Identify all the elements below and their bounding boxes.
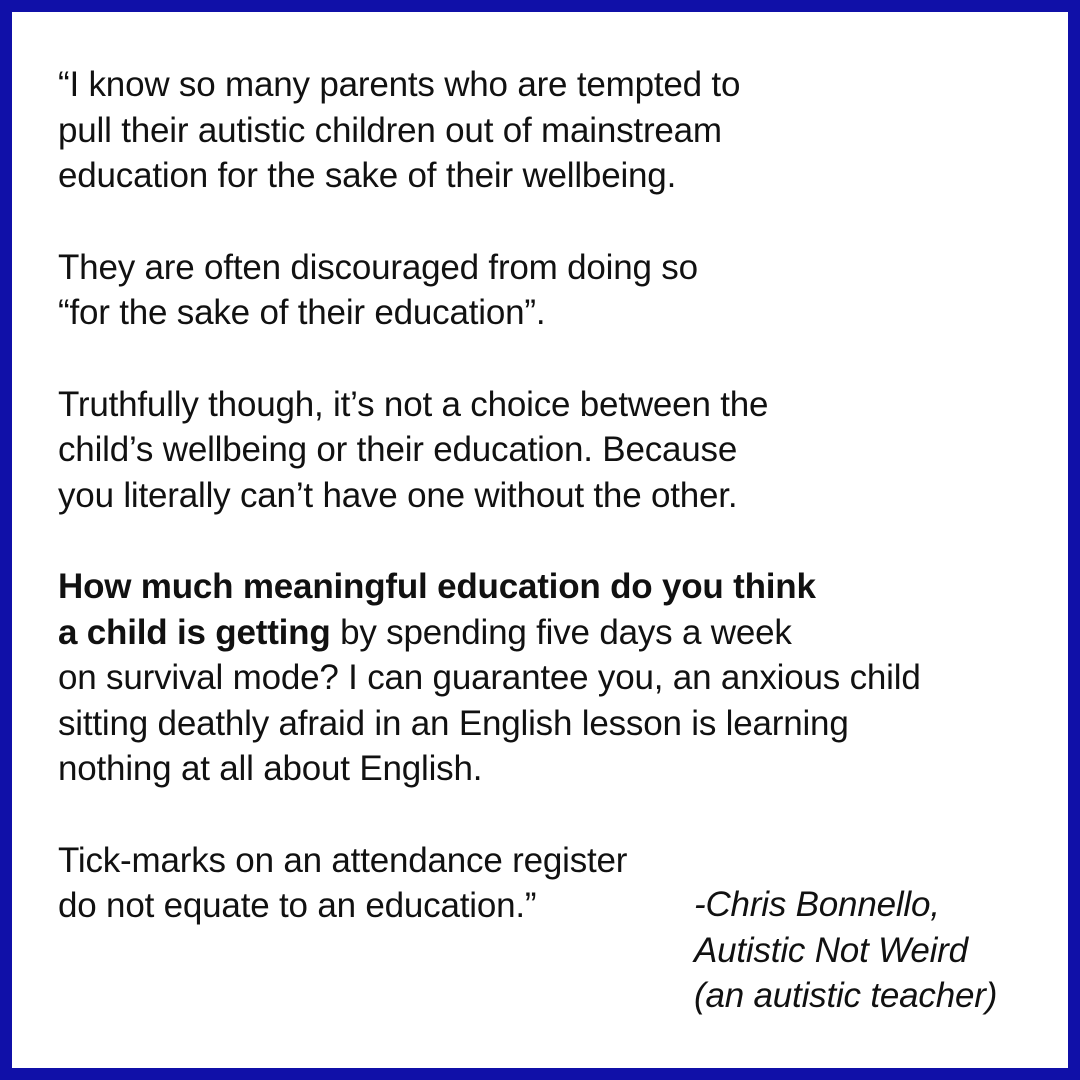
attribution-role: (an autistic teacher) xyxy=(694,976,998,1015)
quote-bold-phrase: a child is getting xyxy=(58,612,331,652)
quote-line: pull their autistic children out of mainstream xyxy=(58,110,722,150)
attribution-source: Autistic Not Weird xyxy=(694,930,968,970)
attribution-name: -Chris Bonnello, xyxy=(694,885,940,924)
quote-line: “for the sake of their education”. xyxy=(58,293,546,332)
quote-body xyxy=(58,62,1038,975)
quote-line: Tick-marks on an attendance register xyxy=(58,840,628,880)
quote-line: “I know so many parents who are tempted to xyxy=(58,65,741,104)
quote-line: you literally can’t have one without the other. xyxy=(58,475,738,515)
quote-line: They are often discouraged from doing so xyxy=(58,247,698,287)
quote-line: child’s wellbeing or their education. Because xyxy=(58,430,738,469)
paragraph-2 xyxy=(58,245,1038,336)
quote-phrase: by spending five days a week xyxy=(330,612,792,652)
quote-line: nothing at all about English. xyxy=(58,749,483,788)
quote-line-bold: How much meaningful education do you think xyxy=(58,567,816,606)
quote-line: on survival mode? I can guarantee you, an anxious child xyxy=(58,658,921,697)
quote-line-mixed xyxy=(58,610,1038,656)
quote-line: do not equate to an education.” xyxy=(58,886,537,925)
quote-line: education for the sake of their wellbeing. xyxy=(58,156,677,195)
quote-line: sitting deathly afraid in an English lesson is learning xyxy=(58,703,849,743)
paragraph-4 xyxy=(58,564,1038,792)
attribution xyxy=(694,882,997,1019)
quote-line: Truthfully though, it’s not a choice between the xyxy=(58,384,769,424)
paragraph-3 xyxy=(58,382,1038,519)
paragraph-1 xyxy=(58,62,1038,199)
